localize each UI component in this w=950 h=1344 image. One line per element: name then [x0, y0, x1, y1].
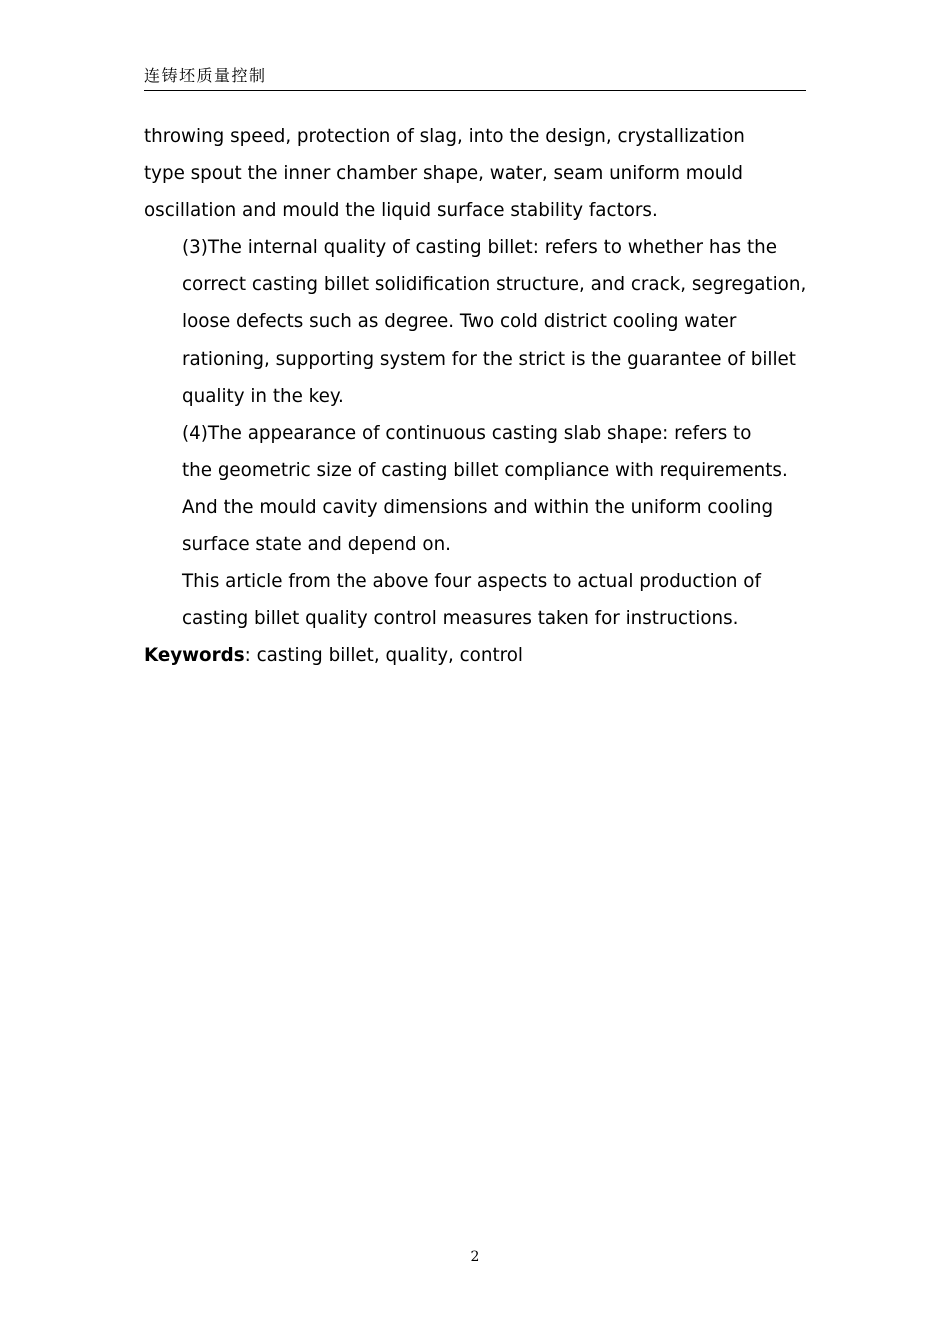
text-line: type spout the inner chamber shape, water, seam uniform mould — [144, 163, 744, 185]
body-text — [144, 118, 810, 674]
paragraph-continuation — [144, 118, 810, 229]
text-line: oscillation and mould the liquid surface stability factors. — [144, 200, 658, 222]
text-line: (3)The internal quality of casting billet: refers to whether has the — [182, 237, 777, 259]
keywords-label: Keywords — [144, 645, 245, 667]
text-line: loose defects such as degree. Two cold district cooling water — [182, 311, 737, 333]
text-line: throwing speed, protection of slag, into the design, crystallization — [144, 126, 745, 147]
text-line: correct casting billet solidification structure, and crack, segregation, — [182, 274, 807, 296]
paragraph-internal-quality — [144, 229, 810, 414]
running-header-title: 连铸坯质量控制 — [144, 66, 267, 85]
text-line: quality in the key. — [182, 385, 344, 407]
text-line: casting billet quality control measures taken for instructions. — [182, 608, 739, 630]
text-line: surface state and depend on. — [182, 534, 451, 556]
page-number: 2 — [470, 1249, 480, 1265]
text-line: rationing, supporting system for the strict is the guarantee of billet — [182, 348, 796, 370]
text-line: (4)The appearance of continuous casting slab shape: refers to — [182, 422, 752, 444]
running-header — [144, 64, 806, 91]
paragraph-appearance — [144, 415, 810, 563]
paragraph-summary — [144, 563, 810, 637]
text-line: And the mould cavity dimensions and within the uniform cooling — [182, 496, 774, 518]
text-line: the geometric size of casting billet compliance with requirements. — [182, 459, 788, 481]
text-line: This article from the above four aspects to actual production of — [182, 571, 761, 593]
keywords-line — [144, 637, 810, 674]
keywords-text: : casting billet, quality, control — [244, 645, 523, 667]
